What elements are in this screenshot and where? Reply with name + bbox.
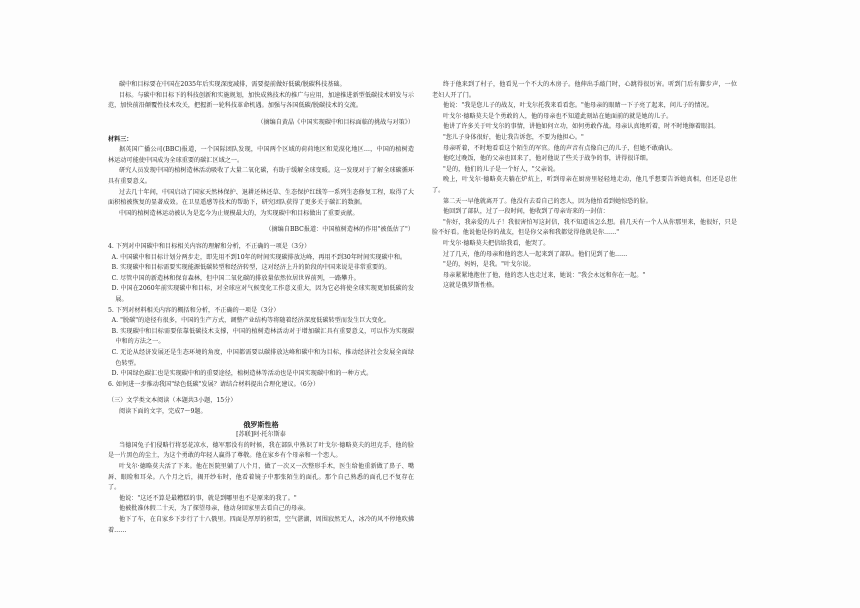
right-paragraph-2: 他说："我是您儿子的战友，叶戈尔托我来看看您。"他母亲的眼睛一下子亮了起来，问儿子的情况。	[442, 102, 713, 110]
right-paragraph-6: 母亲听着，不时地看看这个陌生的军官。他的声音有点像自己的儿子，但她不敢确认。	[442, 144, 677, 152]
material3-heading: 材料三：	[108, 135, 133, 143]
intro-source: （摘编自黄晶《中国实现碳中和目标面临的挑战与对策》）	[257, 118, 414, 126]
right-paragraph-14: 过了几天，他的母亲和他的恋人一起来到了部队。他们见到了他……	[442, 250, 628, 258]
right-paragraph-15: "是的，妈妈，是我。"叶戈尔说。	[442, 261, 535, 269]
right-paragraph-13: 叶戈尔·德略莫夫把信给我看，他哭了。	[442, 239, 550, 247]
story-paragraph-4: 他被批准休假二十天，为了探望母亲，他动身回家里去看自己的母亲。	[118, 505, 310, 513]
question-4-option-b: B. 实现碳中和目标需要实现能源低碳转型和经济转型，这对经济上升的阶段的中国来说是非常重要的。	[111, 264, 391, 272]
question-5-option-d: D. 中国绿色碳汇也是实现碳中和的重要途径，植树造林等活动也是中国实现碳中和的一种方式。	[111, 370, 373, 378]
section-instruction: 阅读下面的文字，完成7～9题。	[118, 408, 207, 415]
right-paragraph-10: 第二天一早他就离开了。他没有去看自己的恋人，因为他怕看到她惊恐的脸。	[442, 197, 652, 205]
right-paragraph-11: 他回到了部队，过了一段时间，他收到了母亲寄来的一封信：	[442, 208, 609, 216]
question-5-option-a: A. "脱碳"的途径有很多，中国的生产方式，调整产业结构等将随着经济深度低碳转型而发生巨大变化。	[111, 317, 390, 325]
right-paragraph-1: 终于他来到了村子，他看见一个不大的木房子。他伸出手敲门时，心跳得很厉害。听到门后有脚步声，一位老妇人开了门。	[432, 81, 737, 99]
question-4-option-c: C. 尽管中国的新造林和保育森林，但中国二氧化碳的排放量依然位居世界前列，一路攀升。	[111, 274, 360, 282]
story-paragraph-5: 他下了车，在自家乡下步行了十八俄里。四面是厚厚的积雪，空气湛湖，周围寂然无人，冰冷的风不停地吹拂着……	[108, 515, 414, 534]
section-heading: （三）文学类文本阅读（本题共3小题，15分）	[108, 397, 237, 405]
intro-paragraph-1: 碳中和目标要在中国在2035年后实现深度减排，需要提前做好低碳/脱碳科技基础。	[118, 81, 346, 88]
right-paragraph-5: "您儿子身体很好，他让我告诉您，不要为他担心。"	[442, 133, 584, 141]
material3-source: （摘编自BBC报道：中国植树造林的作用"被低估了"）	[265, 226, 414, 234]
material3-paragraph-4: 中国的植树造林运动被认为是迄今为止规模最大的，为实现碳中和目标做出了重要贡献。	[118, 209, 359, 217]
question-5-stem: 5. 下列对材料相关内容的概括和分析，不正确的一项是（3分）	[108, 306, 280, 314]
right-paragraph-4: 他讲了许多关于叶戈尔的事情，讲他如何立功，如何勇敢作战。母亲认真地听着，时不时地擦着眼泪。	[442, 123, 720, 131]
question-6-stem: 6. 如何进一步推动我国"绿色低碳"发展？请结合材料提出合理化建议。（6分）	[108, 380, 320, 388]
material3-paragraph-1: 据英国广播公司(BBC)报道，一个国际团队发现，中国两个区域的荷荷地区和荒漠化地区…，中国的植树造林运动可能使中国成为全球重要的碳汇区域之一。	[108, 146, 414, 164]
right-paragraph-12: "你好，我亲爱的儿子！我很害怕写这封信，我不知道该怎么想。前几天有一个人从你那里来，他很好，只是脸不好看。他说他是你的战友，但是你父亲和我都觉得他就是你……"	[432, 218, 737, 237]
question-4-stem: 4. 下列对中国碳中和目标相关内容的理解和分析，不正确的一项是（3分）	[108, 243, 311, 251]
story-title: 俄罗斯性格	[243, 419, 279, 429]
question-4-option-d: D. 中国在2060年前实现碳中和目标，对全球应对气候变化工作意义重大，因为它必将使全球实现更加低碳的发展。	[111, 285, 414, 304]
question-5-option-b: B. 实现碳中和目标需要依靠低碳技术支撑，中国的植树造林活动对于增加碳汇具有重要意义，可以作为实现碳中和的方法之一。	[111, 327, 414, 346]
left-column	[108, 80, 414, 595]
right-paragraph-9: 晚上，叶戈尔·德略莫夫躺在炉炕上，听到母亲在厨房里轻轻地走动，他几乎想要告诉她真相，但还是忍住了。	[432, 176, 737, 194]
right-paragraph-3: 叶戈尔·德略莫夫是个勇敢的人，他的母亲也不知道此刻站在她面前的就是她的儿子。	[442, 112, 673, 120]
story-paragraph-3: 他说："这还不算是最糟糕的事，就是到哪里也不是原来的我了。"	[118, 494, 297, 502]
story-paragraph-2: 叶戈尔·德略莫夫活了下来。他在医院里躺了八个月，做了一次又一次整形手术，医生给他重新做了鼻子、嘴唇、眼睑和耳朵。八个月之后，揭开纱布时，他看着镜子中那张陌生的面孔。那个自己熟悉的面孔已不复存在了。	[108, 462, 414, 492]
right-paragraph-16: 母亲紧紧地抱住了他，他的恋人也走过来，她说："我会永远和你在一起。"	[442, 271, 646, 279]
right-paragraph-7: 他吃过晚饭，他的父亲也回来了，他对他说了些关于战争的事，讲得很详细。	[442, 155, 652, 163]
story-author: [苏联]阿·托尔斯泰	[236, 431, 286, 439]
right-paragraph-8: "是的，他们的儿子是一个好人，"父亲说。	[442, 165, 560, 173]
material3-paragraph-3: 过去几十年间，中国启动了国家天然林保护、退耕还林还草、生态保护红线等一系列生态修复工程，取得了大面积植被恢复的显著成效。在卫星遥感等技术的帮助下，研究团队获得了更多关于碳汇的数据。	[108, 188, 414, 207]
right-column	[432, 80, 737, 580]
right-paragraph-17: 这就是俄罗斯性格。	[442, 282, 499, 290]
story-paragraph-1: 当德国兔子们侵略行将恶花凉水，德军那没有的时候，我在部队中熟识了叶戈尔·德略莫夫的坦克手，他的脸是一片黑色的尘土，为这个勇敢的年轻人赢得了尊敬。他在家乡有个母亲和一个恋人。	[108, 441, 414, 460]
material3-paragraph-2: 研究人员发现中国的植树造林活动吸收了大量二氧化碳，有助于缓解全球变暖。这一发现对于了解全球碳循环具有重要意义。	[108, 167, 414, 185]
question-4-option-a: A. 中国碳中和目标计划分两步走，即先用不到10年的时间实现碳排放达峰，再用不到30年时间实现碳中和。	[111, 253, 407, 261]
intro-paragraph-2: 目标。与碳中和目标下的科技创新和实施规划，加快成熟技术的推广与应用，加速推进新型低碳技术研发与示范，加快前沿颠覆性技术攻关，把握新一轮科技革命机遇。加强与各国低碳/脱碳技术的交流。	[108, 91, 414, 110]
question-5-option-c: C. 无论从经济发展还是生态环境的角度，中国都需要以碳排放达峰和碳中和为目标，推动经济社会发展全面绿色转型。	[111, 349, 414, 367]
